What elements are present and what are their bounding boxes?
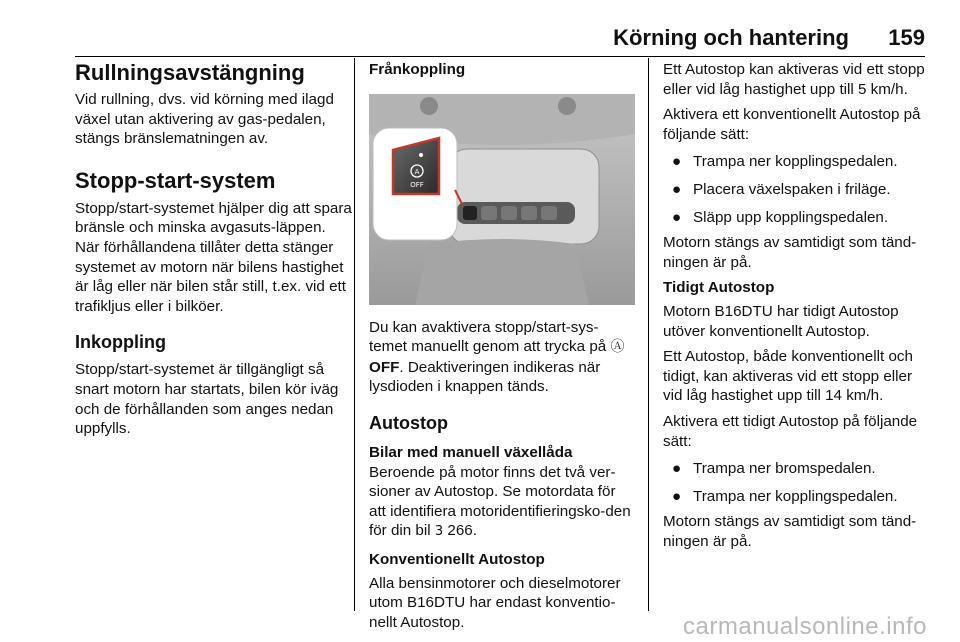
- page-reference-arrow-icon: 3: [434, 524, 444, 540]
- knob-right: [558, 97, 576, 115]
- console-photo: [369, 94, 635, 305]
- bullet-icon: ●: [672, 208, 682, 226]
- button-row-3: [501, 206, 517, 220]
- list-item-text: Släpp upp kopplingspedalen.: [693, 208, 889, 226]
- heading-stopp-start: Stopp-start-system: [75, 167, 276, 193]
- auto-stop-icon: Ⓐ: [610, 339, 625, 356]
- button-row-4: [521, 206, 537, 220]
- bullet-icon: ●: [672, 153, 682, 171]
- list-item-text: Trampa ner kopplingspedalen.: [693, 487, 898, 505]
- paragraph-tidigt-how: Aktivera ett tidigt Autostop på följande sätt:: [663, 412, 918, 450]
- heading-manuell-vaxellada: Bilar med manuell växellåda: [369, 443, 573, 461]
- list-item: [663, 208, 927, 228]
- heading-rullningsavstangning: Rullningsavstängning: [75, 60, 305, 85]
- bullet-icon: ●: [672, 180, 682, 198]
- heading-tidigt-autostop: Tidigt Autostop: [663, 279, 775, 297]
- button-led: [419, 153, 423, 157]
- section-title: Körning och hantering: [613, 25, 849, 50]
- column-divider-2: [648, 58, 649, 611]
- deactivate-text-1: Du kan avaktivera stopp/start-sys-temet manuellt genom att trycka på: [369, 318, 607, 356]
- list-item: [663, 459, 927, 479]
- heading-frankoppling: Frånkoppling: [369, 61, 466, 78]
- paragraph-konventionellt: Alla bensinmotorer och dieselmotorer utom B16DTU har endast konventio-nellt Autostop.: [369, 574, 621, 631]
- column-3: [663, 60, 927, 551]
- column-1: [75, 60, 353, 439]
- heading-inkoppling: Inkoppling: [75, 332, 166, 353]
- page-header: [75, 25, 925, 57]
- center-console-panel: [449, 149, 599, 244]
- paragraph-motor-1: Motorn stängs av samtidigt som tänd-ningen är på.: [663, 234, 917, 271]
- gear-tunnel: [415, 239, 589, 305]
- paragraph-manuell: [369, 463, 635, 542]
- page-number: 159: [888, 25, 925, 50]
- deactivate-text-2: . Deaktiveringen indikeras när lysdioden i knappen tänds.: [369, 358, 601, 396]
- auto-stop-icon-letter: A: [414, 167, 420, 176]
- list-item-text: Trampa ner bromspedalen.: [693, 460, 876, 478]
- button-row-5: [541, 206, 557, 220]
- paragraph-tidigt-2: Ett Autostop, både konventionellt och tidigt, kan aktiveras vid ett stopp eller vid låg hastighet upp till 14 km/h.: [663, 348, 913, 405]
- bullet-icon: ●: [672, 487, 682, 505]
- column-2: [369, 60, 635, 632]
- list-item: [663, 152, 927, 172]
- page-reference-link[interactable]: 266.: [447, 522, 477, 540]
- paragraph-stopp-start: Stopp/start-systemet hjälper dig att spara bränsle och minska avgasuts-läppen. När förhållandena tillåter detta stänger systemet av motorn när bilens hastighet är låg eller när bilen står still, t.ex. vid ett trafikljus eller i bilköer.: [75, 199, 352, 315]
- paragraph-intro: Ett Autostop kan aktiveras vid ett stopp eller vid låg hastighet upp till 5 km/h.: [663, 61, 925, 98]
- header-rule: [75, 56, 925, 57]
- paragraph-rullning: Vid rullning, dvs. vid körning med ilagd växel utan aktivering av gas-pedalen, stängs bränslematningen av.: [75, 91, 334, 148]
- button-row-autostop: [463, 206, 477, 220]
- knob-left: [420, 97, 438, 115]
- off-label: OFF: [410, 180, 424, 189]
- heading-konventionellt: Konventionellt Autostop: [369, 550, 545, 568]
- paragraph-tidigt-1: Motorn B16DTU har tidigt Autostop utöver konventionellt Autostop.: [663, 302, 899, 340]
- button-row-2: [481, 206, 497, 220]
- list-item-text: Placera växelspaken i friläge.: [693, 180, 891, 198]
- list-item: [663, 180, 927, 200]
- column-divider-1: [354, 58, 355, 611]
- paragraph-inkoppling: Stopp/start-systemet är tillgängligt så snart motorn har startats, bilen kör iväg och de förhållanden som anges nedan uppfylls.: [75, 361, 339, 438]
- off-bold: OFF: [369, 358, 400, 376]
- manuell-text-1: Beroende på motor finns det två ver-sioner av Autostop. Se motordata för att identifiera motoridentifieringsko-den för din bil: [369, 463, 631, 540]
- paragraph-deactivate: [369, 318, 635, 397]
- list-item-text: Trampa ner kopplingspedalen.: [693, 153, 898, 171]
- watermark: carmanualsonline.info: [683, 613, 927, 640]
- bullet-icon: ●: [672, 460, 682, 478]
- heading-autostop: Autostop: [369, 412, 448, 433]
- list-item: [663, 487, 927, 507]
- paragraph-konv-how: Aktivera ett konventionellt Autostop på följande sätt:: [663, 106, 921, 143]
- paragraph-motor-2: Motorn stängs av samtidigt som tänd-ningen är på.: [663, 513, 917, 550]
